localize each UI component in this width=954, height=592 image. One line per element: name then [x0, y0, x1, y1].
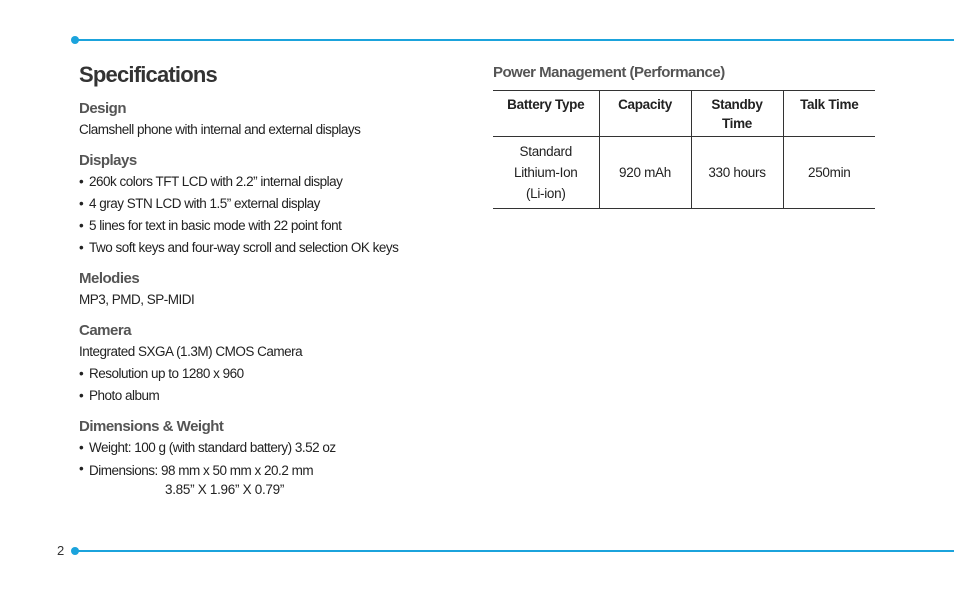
camera-section: [79, 320, 479, 407]
displays-item: • 4 gray STN LCD with 1.5” external display: [79, 193, 479, 215]
dimensions-item: • Dimensions: 98 mm x 50 mm x 20.2 mm: [79, 459, 479, 480]
displays-heading: Displays: [79, 152, 137, 169]
battery-line: (Li-ion): [525, 186, 566, 201]
camera-item: • Photo album: [79, 385, 479, 407]
camera-item: • Resolution up to 1280 x 960: [79, 363, 479, 385]
header-battery-type: Battery Type: [493, 91, 599, 137]
displays-item: • 5 lines for text in basic mode with 22 point font: [79, 215, 479, 237]
header-talk-time: Talk Time: [783, 91, 875, 137]
power-management-section: [493, 62, 875, 209]
design-section: [79, 98, 479, 141]
top-rule-dot: [71, 36, 79, 44]
melodies-section: [79, 268, 479, 311]
header-standby-label: Standby Time: [711, 97, 763, 131]
dimensions-inches: 3.85” X 1.96” X 0.79”: [165, 482, 285, 497]
battery-line: Standard: [519, 144, 572, 159]
bottom-rule-dot: [71, 547, 79, 555]
melodies-heading: Melodies: [79, 270, 140, 287]
table-row: [493, 137, 875, 209]
page-title: Specifications: [79, 62, 217, 87]
dimensions-section: [79, 416, 479, 499]
design-heading: Design: [79, 100, 127, 117]
cell-talk-time: 250min: [783, 137, 875, 209]
design-text: Clamshell phone with internal and external displays: [79, 122, 361, 137]
cell-capacity: 920 mAh: [599, 137, 691, 209]
displays-item: • 260k colors TFT LCD with 2.2” internal display: [79, 171, 479, 193]
power-table-title: Power Management (Performance): [493, 64, 725, 81]
camera-text: Integrated SXGA (1.3M) CMOS Camera: [79, 344, 303, 359]
weight-item: • Weight: 100 g (with standard battery) 3.52 oz: [79, 437, 479, 459]
table-header-row: [493, 91, 875, 137]
displays-item: • Two soft keys and four-way scroll and selection OK keys: [79, 237, 479, 259]
displays-section: [79, 150, 479, 259]
bottom-rule: [75, 550, 954, 552]
camera-heading: Camera: [79, 322, 132, 339]
battery-line: Lithium-Ion: [514, 165, 578, 180]
power-table: [493, 90, 875, 209]
page-number: 2: [57, 543, 65, 558]
dimensions-heading: Dimensions & Weight: [79, 418, 224, 435]
header-standby-time: [691, 91, 783, 137]
top-rule: [75, 39, 954, 41]
cell-standby-time: 330 hours: [691, 137, 783, 209]
specifications-section: [79, 62, 479, 499]
melodies-text: MP3, PMD, SP-MIDI: [79, 292, 195, 307]
header-capacity: Capacity: [599, 91, 691, 137]
cell-battery-type: [493, 137, 599, 209]
